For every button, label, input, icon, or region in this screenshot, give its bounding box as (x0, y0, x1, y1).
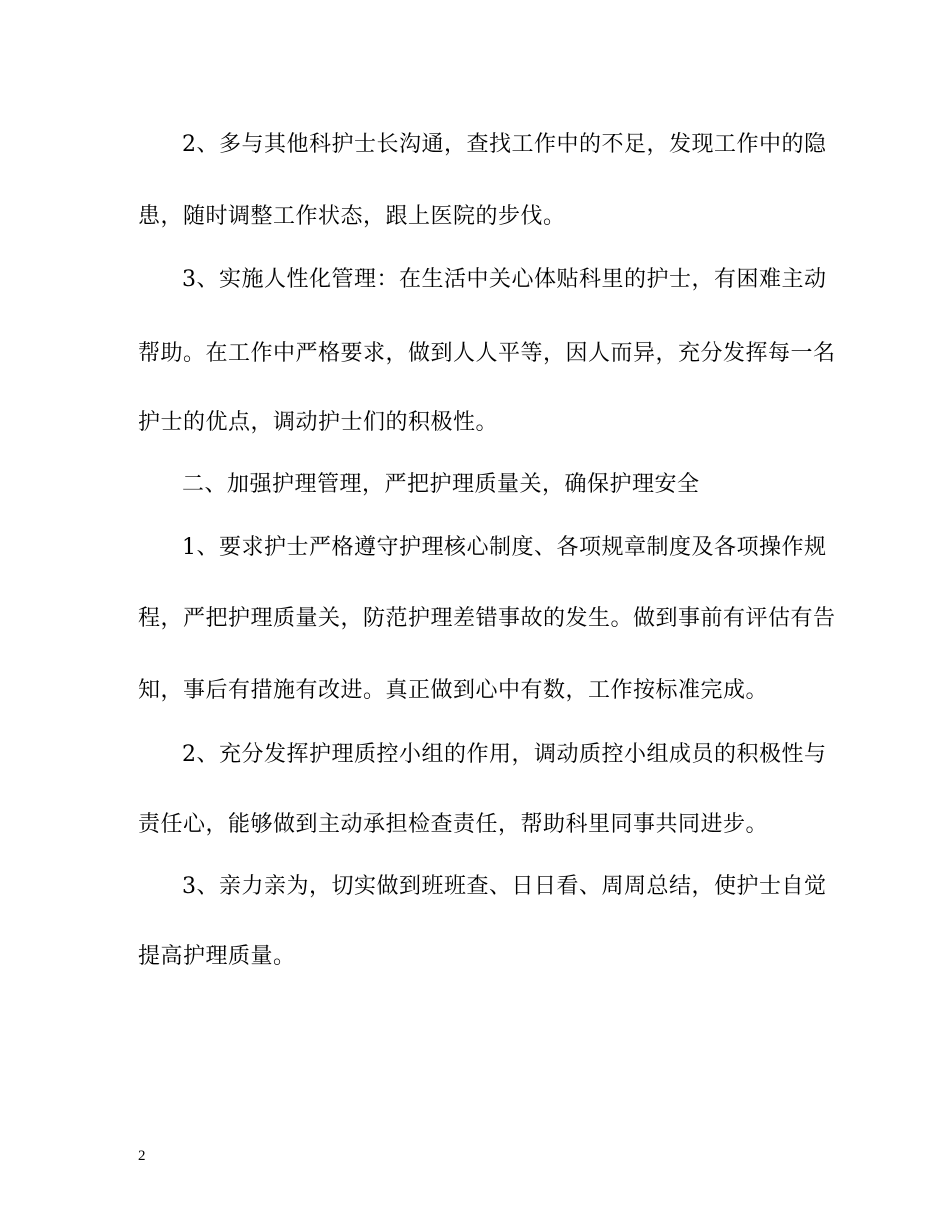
paragraph-line: 3、实施人性化管理：在生活中关心体贴科里的护士，有困难主动 (182, 267, 827, 292)
section-heading: 二、加强护理管理，严把护理质量关，确保护理安全 (182, 472, 700, 497)
page-number: 2 (138, 1148, 146, 1164)
paragraph-line: 1、要求护士严格遵守护理核心制度、各项规章制度及各项操作规 (182, 535, 827, 560)
paragraph-line: 帮助。在工作中严格要求，做到人人平等，因人而异，充分发挥每一名 (138, 341, 836, 366)
paragraph-line: 3、亲力亲为，切实做到班班查、日日看、周周总结，使护士自觉 (182, 874, 827, 899)
paragraph-line: 2、多与其他科护士长沟通，查找工作中的不足，发现工作中的隐 (182, 132, 827, 157)
paragraph-line: 患，随时调整工作状态，跟上医院的步伐。 (138, 204, 566, 229)
paragraph-line: 护士的优点，调动护士们的积极性。 (138, 410, 499, 435)
paragraph-line: 程，严把护理质量关，防范护理差错事故的发生。做到事前有评估有告 (138, 606, 836, 631)
paragraph-line: 提高护理质量。 (138, 944, 296, 969)
paragraph-line: 知，事后有措施有改进。真正做到心中有数，工作按标准完成。 (138, 678, 769, 703)
paragraph-line: 2、充分发挥护理质控小组的作用，调动质控小组成员的积极性与 (182, 742, 827, 767)
paragraph-line: 责任心，能够做到主动承担检查责任，帮助科里同事共同进步。 (138, 812, 769, 837)
